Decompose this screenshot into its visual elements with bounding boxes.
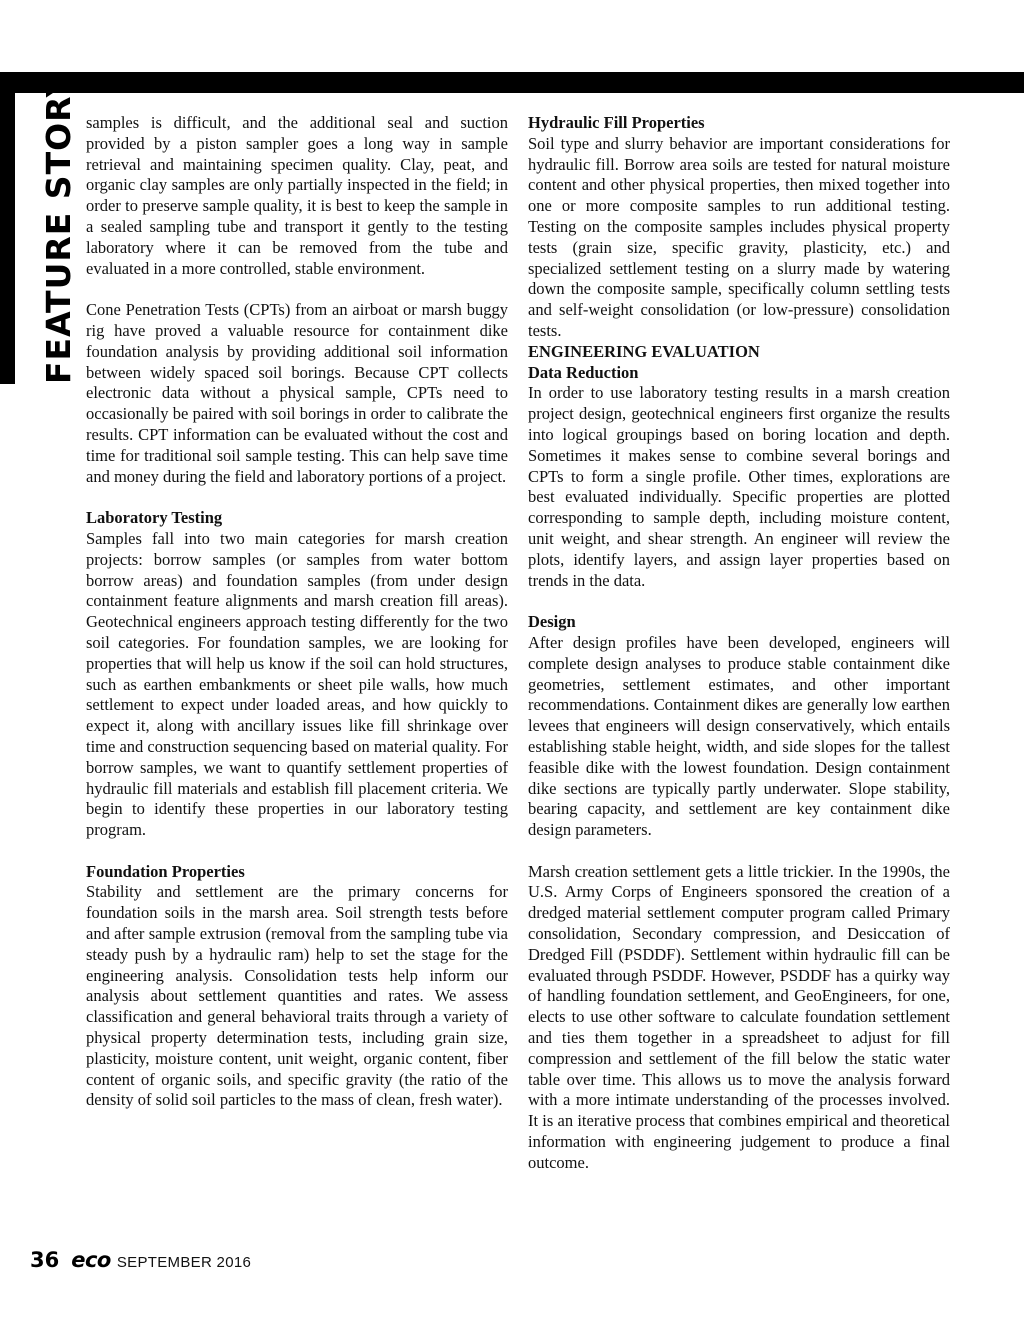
section-heading-engineering-evaluation: ENGINEERING EVALUATION xyxy=(528,341,760,361)
body-paragraph: Samples fall into two main categories for marsh creation projects: borrow samples (or samples from water bottom borrow areas) and foundation samples (from under design containment feature alignments and marsh creation fill areas). Geotechnical engineers approach testing differently for the two soil categories. For foundation samples, we are looking for properties that will help us know if the soil can hold structures, such as earthen embankments or sheet pile walls, how much settlement to expect under loaded areas, and how quickly to expect it, along with ancillary issues like fill shrinkage over time and construction sequencing based on material quality. For borrow samples, we want to quantify settlement properties of hydraulic fill materials and establish fill placement criteria. We begin to identify these properties in our laboratory testing program. xyxy=(86,528,508,840)
body-paragraph: Marsh creation settlement gets a little trickier. In the 1990s, the U.S. Army Corps of Engineers sponsored the creation of a dredged material settlement computer program called Primary consolidation, Secondary compression, and Desiccation of Dredged Fill (PSDDF). Settlement within hydraulic fill can be evaluated through PSDDF. However, PSDDF has a quirky way of handling foundation settlement, and GeoEngineers, for one, elects to use other software to calculate foundation settlement and ties them together in a spreadsheet to adjust for fill compression and settlement of the fill below the static water table over time. This allows us to move the analysis forward with a more intimate understanding of the processes involved. It is an iterative process that combines empirical and theoretical information with engineering judgement to produce a final outcome. xyxy=(528,861,950,1172)
page-footer xyxy=(30,1248,251,1278)
subheading-design: Design xyxy=(528,612,576,632)
subheading-laboratory-testing: Laboratory Testing xyxy=(86,508,223,528)
header-rule xyxy=(0,72,1024,93)
section-label: FEATURE STORY xyxy=(39,72,78,384)
subheading-hydraulic-fill: Hydraulic Fill Properties xyxy=(528,113,705,132)
body-paragraph: Stability and settlement are the primary concerns for foundation soils in the marsh area. Soil strength tests before and after sample extrusion (removal from the sampling tube via steady push by a hydraulic ram) help to set the stage for the engineering analysis. Consolidation tests help inform our analysis about settlement quantities and rates. We assess classification and general behavioral traits through a variety of physical property determination tests, including grain size, plasticity, moisture content, unit weight, organic content, fiber content of organic soils, and specific gravity (the ratio of the density of solid soil particles to the mass of clean, fresh water). xyxy=(86,882,508,1110)
left-column xyxy=(86,113,508,1111)
body-paragraph: samples is difficult, and the additional seal and suction provided by a piston sampler goes a long way in sample retrieval and maintaining specimen quality. Clay, peat, and organic clay samples are only partially inspected in the field; in order to preserve sample quality, it is best to keep the sample in a sealed sampling tube and transport it gently to the testing laboratory where it can be removed from the tube and evaluated in a more controlled, stable environment. xyxy=(86,113,508,278)
body-paragraph: Cone Penetration Tests (CPTs) from an airboat or marsh buggy rig have proved a valuable resource for containment dike foundation analysis by providing additional soil information between widely spaced soil borings. Because CPT collects electronic data without a physical sample, CPTs need to occasionally be paired with soil borings in order to calibrate the results. CPT information can be evaluated without the cost and time for traditional soil sample testing. This can help save time and money during the field and laboratory portions of a project. xyxy=(86,300,508,486)
subheading-foundation-properties: Foundation Properties xyxy=(86,861,245,881)
section-tab-marker xyxy=(0,72,15,384)
body-paragraph: Soil type and slurry behavior are important considerations for hydraulic fill. Borrow area soils are tested for natural moisture content and other physical properties, then mixed together into one or more composite samples to run additional testing. Testing on the composite samples includes physical property tests (grain size, specific gravity, plasticity, etc.) and specialized settlement testing on a slurry made by watering down the composite sample, specifically column settling tests and self-weight consolidation (or low-pressure) consolidation tests. xyxy=(528,133,950,340)
body-paragraph: In order to use laboratory testing results in a marsh creation project design, geotechnical engineers first organize the results into logical groupings based on boring location and depth. Sometimes it makes sense to combine several borings and CPTs to form a single profile. Other times, explorations are best evaluated individually. Specific properties are plotted corresponding to sample depth, including moisture content, unit weight, and shear strength. An engineer will review the plots, identify layers, and assign layer properties based on trends in the data. xyxy=(528,383,950,590)
page-number: 36 xyxy=(30,1248,60,1272)
issue-date: SEPTEMBER 2016 xyxy=(116,1254,252,1271)
magazine-logo: eco xyxy=(71,1248,111,1272)
right-column xyxy=(528,113,950,1174)
body-paragraph: After design profiles have been developed, engineers will complete design analyses to produce stable containment dike geometries, settlement estimates, and other important recommendations. Containment dikes are generally low earthen levees that engineers will design conservatively, which entails establishing stable height, width, and side slopes for the tallest feasible dike with the lowest foundation. Design containment dike sections are typically partly underwater. Slope stability, bearing capacity, and settlement are key containment dike design parameters. xyxy=(528,632,950,840)
subheading-data-reduction: Data Reduction xyxy=(528,362,639,382)
